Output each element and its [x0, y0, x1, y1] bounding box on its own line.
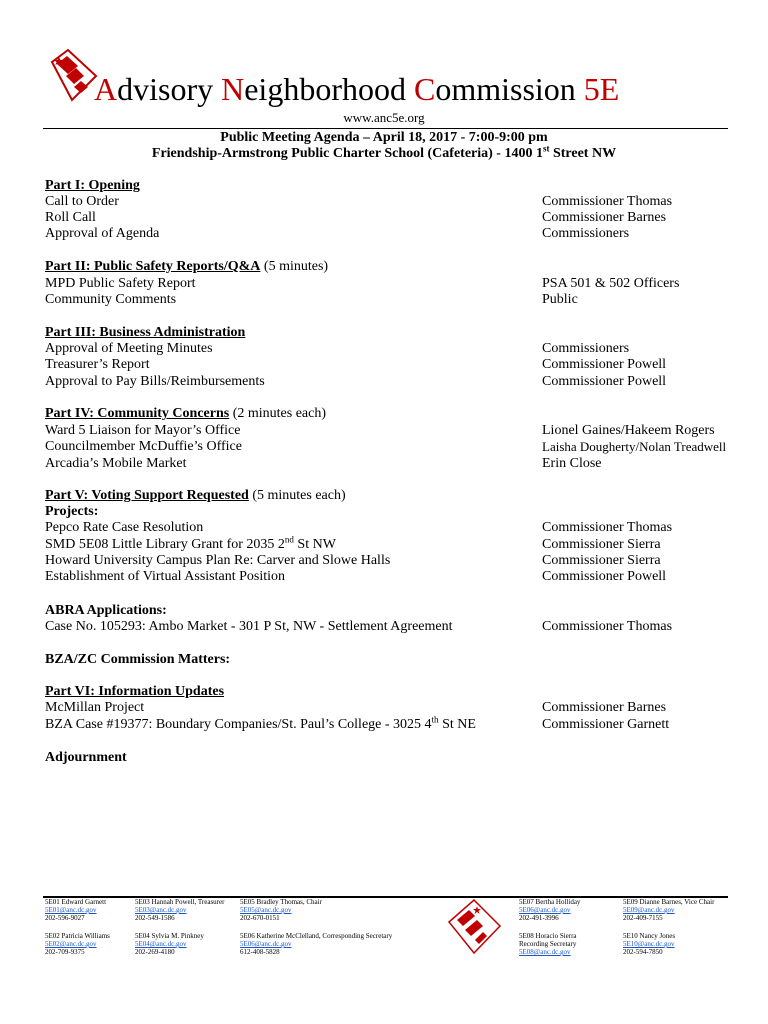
- agenda-item: Howard University Campus Plan Re: Carver and Slowe Halls: [45, 553, 391, 568]
- agenda-item: BZA Case #19377: Boundary Companies/St. Paul’s College - 3025 4th St NE: [45, 714, 476, 732]
- agenda-item: Case No. 105293: Ambo Market - 301 P St, NW - Settlement Agreement: [45, 619, 453, 634]
- agenda-item: Arcadia’s Mobile Market: [45, 456, 187, 471]
- commissioner-contact: 5E06 Katherine McClelland, Corresponding Secretary 5E06@anc.dc.gov 612-408-5828: [240, 932, 393, 956]
- email-link[interactable]: 5E05@anc.dc.gov: [240, 906, 292, 914]
- agenda-item: Establishment of Virtual Assistant Position: [45, 569, 286, 584]
- agenda-item: MPD Public Safety Report: [45, 276, 196, 291]
- email-link[interactable]: 5E09@anc.dc.gov: [623, 906, 675, 914]
- agenda-item: Approval of Agenda: [45, 226, 160, 241]
- agenda-presenter: Erin Close: [542, 456, 602, 471]
- commissioner-contact: 5E09 Dianne Barnes, Vice Chair 5E09@anc.dc.gov 202-409-7155: [623, 898, 715, 922]
- location-line: Friendship-Armstrong Public Charter School (Cafeteria) - 1400 1st Street NW: [151, 143, 617, 161]
- agenda-presenter: Commissioner Thomas: [542, 194, 673, 209]
- commissioner-contact: 5E07 Bertha Holliday 5E06@anc.dc.gov 202-491-3996: [519, 898, 581, 922]
- meeting-line: Public Meeting Agenda – April 18, 2017 - 7:00-9:00 pm: [220, 130, 548, 145]
- bza-label: BZA/ZC Commission Matters:: [45, 652, 231, 667]
- part6-heading: Part VI: Information Updates: [45, 684, 225, 699]
- part5-heading: Part V: Voting Support Requested (5 minutes each): [45, 488, 346, 503]
- email-link[interactable]: 5E06@anc.dc.gov: [240, 940, 292, 948]
- email-link[interactable]: 5E10@anc.dc.gov: [623, 940, 675, 948]
- agenda-presenter: Commissioner Powell: [542, 569, 667, 584]
- agenda-presenter: Commissioner Garnett: [542, 717, 670, 732]
- dc-flag-logo-icon: [48, 48, 100, 102]
- agenda-presenter: Commissioner Barnes: [542, 210, 667, 225]
- email-link[interactable]: 5E02@anc.dc.gov: [45, 940, 97, 948]
- part3-heading: Part III: Business Administration: [45, 325, 246, 340]
- agenda-item: SMD 5E08 Little Library Grant for 2035 2nd St NW: [45, 534, 336, 552]
- email-link[interactable]: 5E06@anc.dc.gov: [519, 906, 571, 914]
- commissioner-contact: 5E04 Sylvia M. Pinkney 5E04@anc.dc.gov 202-269-4180: [135, 932, 204, 956]
- page-title: Advisory Neighborhood Commission 5E: [94, 71, 620, 107]
- agenda-item: Approval of Meeting Minutes: [45, 341, 213, 356]
- agenda-item: Call to Order: [45, 194, 119, 209]
- part2-heading: Part II: Public Safety Reports/Q&A (5 minutes): [45, 259, 329, 274]
- header-divider: [43, 128, 728, 129]
- agenda-presenter: Public: [542, 292, 578, 307]
- agenda-presenter: Commissioner Powell: [542, 374, 667, 389]
- commissioner-contact: 5E05 Bradley Thomas, Chair 5E05@anc.dc.gov 202-670-0151: [240, 898, 322, 922]
- email-link[interactable]: 5E04@anc.dc.gov: [135, 940, 187, 948]
- agenda-presenter: Commissioners: [542, 226, 630, 241]
- abra-label: ABRA Applications:: [45, 603, 167, 618]
- email-link[interactable]: 5E03@anc.dc.gov: [135, 906, 187, 914]
- agenda-presenter: Commissioner Barnes: [542, 700, 667, 715]
- commissioner-contact: 5E08 Horacio Sierra Recording Secretary 5E08@anc.dc.gov: [519, 932, 577, 956]
- dc-flag-map-icon: [445, 898, 503, 956]
- agenda-presenter: Commissioners: [542, 341, 630, 356]
- commissioner-contact: 5E02 Patricia Williams 5E02@anc.dc.gov 202-709-9375: [45, 932, 110, 956]
- agenda-item: McMillan Project: [45, 700, 145, 715]
- adjournment: Adjournment: [45, 750, 127, 765]
- commissioner-contact: 5E10 Nancy Jones 5E10@anc.dc.gov 202-594-7850: [623, 932, 676, 956]
- agenda-item: Treasurer’s Report: [45, 357, 150, 372]
- agenda-presenter: Commissioner Thomas: [542, 520, 673, 535]
- commissioner-contact: 5E03 Hannah Powell, Treasurer 5E03@anc.dc.gov 202-549-1586: [135, 898, 225, 922]
- agenda-item: Ward 5 Liaison for Mayor’s Office: [45, 423, 241, 438]
- email-link[interactable]: 5E08@anc.dc.gov: [519, 948, 571, 956]
- agenda-presenter: Lionel Gaines/Hakeem Rogers: [542, 423, 715, 438]
- part1-heading: Part I: Opening: [45, 178, 140, 193]
- part4-heading: Part IV: Community Concerns (2 minutes each): [45, 406, 326, 421]
- agenda-item: Pepco Rate Case Resolution: [45, 520, 204, 535]
- commissioner-contact: 5E01 Edward Garnett 5E01@anc.dc.gov 202-596-9027: [45, 898, 107, 922]
- email-link[interactable]: 5E01@anc.dc.gov: [45, 906, 97, 914]
- agenda-item: Approval to Pay Bills/Reimbursements: [45, 374, 265, 389]
- agenda-presenter: Commissioner Sierra: [542, 537, 661, 552]
- agenda-presenter: Laisha Dougherty/Nolan Treadwell: [542, 439, 727, 454]
- agenda-presenter: Commissioner Powell: [542, 357, 667, 372]
- agenda-presenter: Commissioner Thomas: [542, 619, 673, 634]
- projects-label: Projects:: [45, 504, 99, 519]
- agenda-presenter: PSA 501 & 502 Officers: [542, 276, 680, 291]
- agenda-item: Community Comments: [45, 292, 177, 307]
- website-url: www.anc5e.org: [343, 110, 425, 125]
- agenda-item: Councilmember McDuffie’s Office: [45, 439, 242, 454]
- agenda-item: Roll Call: [45, 210, 96, 225]
- agenda-presenter: Commissioner Sierra: [542, 553, 661, 568]
